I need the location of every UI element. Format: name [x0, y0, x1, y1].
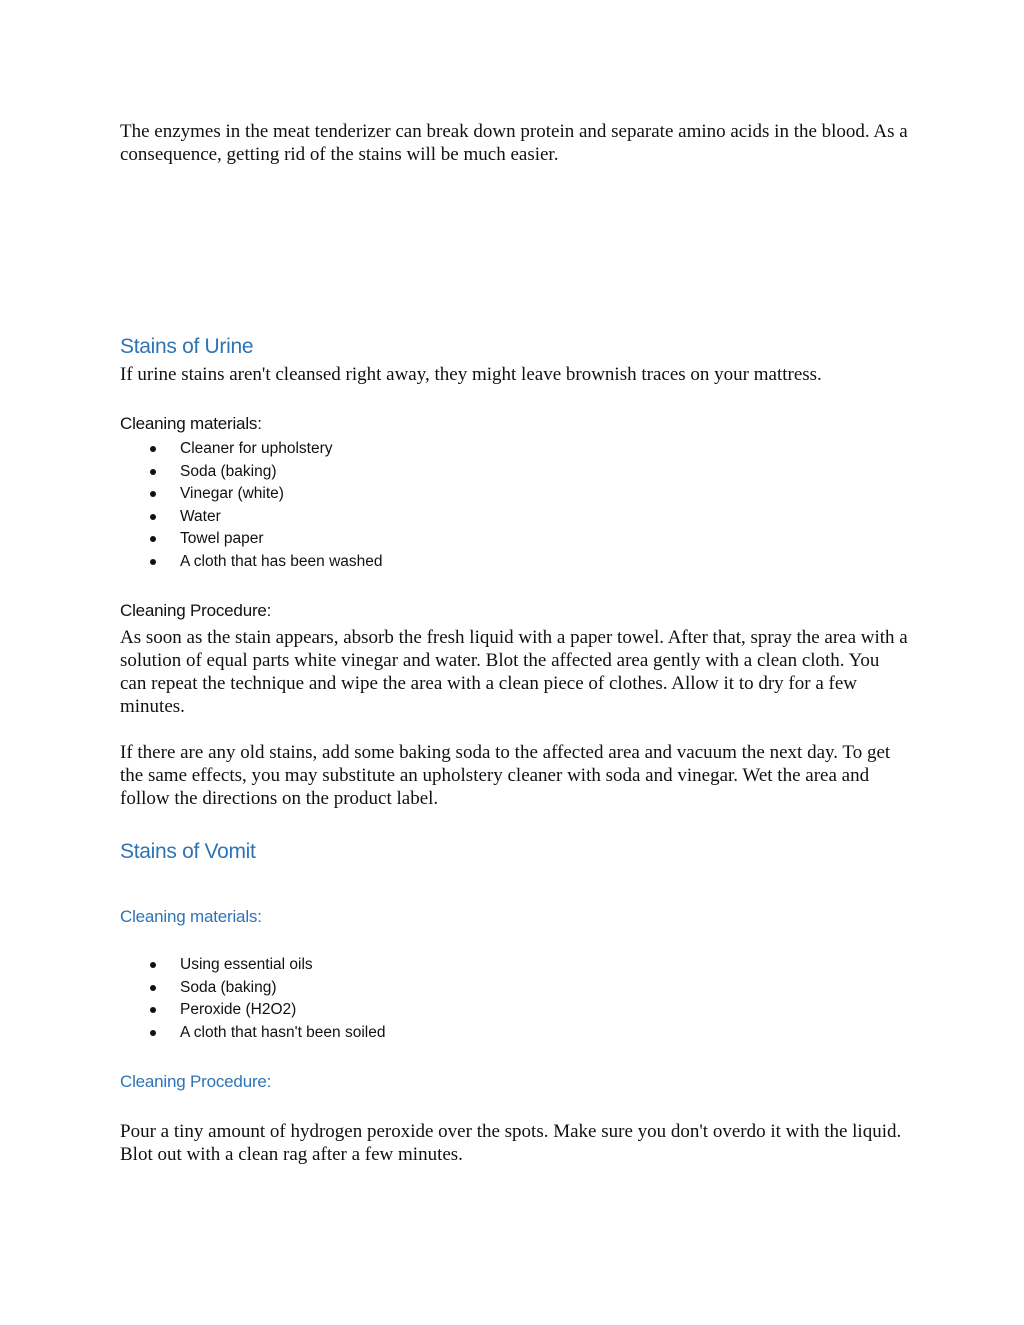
list-item: Soda (baking): [120, 461, 910, 484]
list-item: Water: [120, 506, 910, 529]
urine-heading: Stains of Urine: [120, 335, 254, 358]
vomit-procedure-heading: Cleaning Procedure:: [120, 1072, 272, 1091]
bullet-icon: [150, 491, 156, 497]
vomit-procedure-paragraph: Pour a tiny amount of hydrogen peroxide over the spots. Make sure you don't overdo it with the liquid. Blot out with a clean rag after a few minutes.: [120, 1121, 902, 1165]
vomit-materials-list: [120, 954, 910, 1044]
bullet-icon: [150, 1030, 156, 1036]
urine-materials-list: [120, 438, 910, 573]
bullet-icon: [150, 1007, 156, 1013]
bullet-icon: [150, 559, 156, 565]
urine-intro: If urine stains aren't cleansed right away, they might leave brownish traces on your mattress.: [120, 364, 822, 385]
list-item: A cloth that has been washed: [120, 551, 910, 574]
list-item: Using essential oils: [120, 954, 910, 977]
urine-procedure-paragraph-1: As soon as the stain appears, absorb the fresh liquid with a paper towel. After that, spray the area with a solution of equal parts white vinegar and water. Blot the affected area gently with a clean cloth. You can repeat the technique and wipe the area with a clean piece of clothes. Allow it to dry for a few minutes.: [120, 627, 908, 717]
bullet-icon: [150, 469, 156, 475]
bullet-icon: [150, 514, 156, 520]
urine-procedure-heading: Cleaning Procedure:: [120, 601, 272, 620]
vomit-heading: Stains of Vomit: [120, 840, 256, 863]
intro-paragraph: The enzymes in the meat tenderizer can break down protein and separate amino acids in the blood. As a consequence, getting rid of the stains will be much easier.: [120, 121, 908, 165]
list-item: Towel paper: [120, 528, 910, 551]
bullet-icon: [150, 962, 156, 968]
bullet-icon: [150, 536, 156, 542]
list-item: A cloth that hasn't been soiled: [120, 1022, 910, 1045]
urine-procedure-paragraph-2: If there are any old stains, add some baking soda to the affected area and vacuum the next day. To get the same effects, you may substitute an upholstery cleaner with soda and vinegar. Wet the area and follow the directions on the product label.: [120, 742, 891, 809]
urine-materials-heading: Cleaning materials:: [120, 414, 262, 433]
list-item: Vinegar (white): [120, 483, 910, 506]
bullet-icon: [150, 446, 156, 452]
bullet-icon: [150, 985, 156, 991]
list-item: Peroxide (H2O2): [120, 999, 910, 1022]
vomit-materials-heading: Cleaning materials:: [120, 907, 262, 926]
list-item: Soda (baking): [120, 977, 910, 1000]
list-item: Cleaner for upholstery: [120, 438, 910, 461]
